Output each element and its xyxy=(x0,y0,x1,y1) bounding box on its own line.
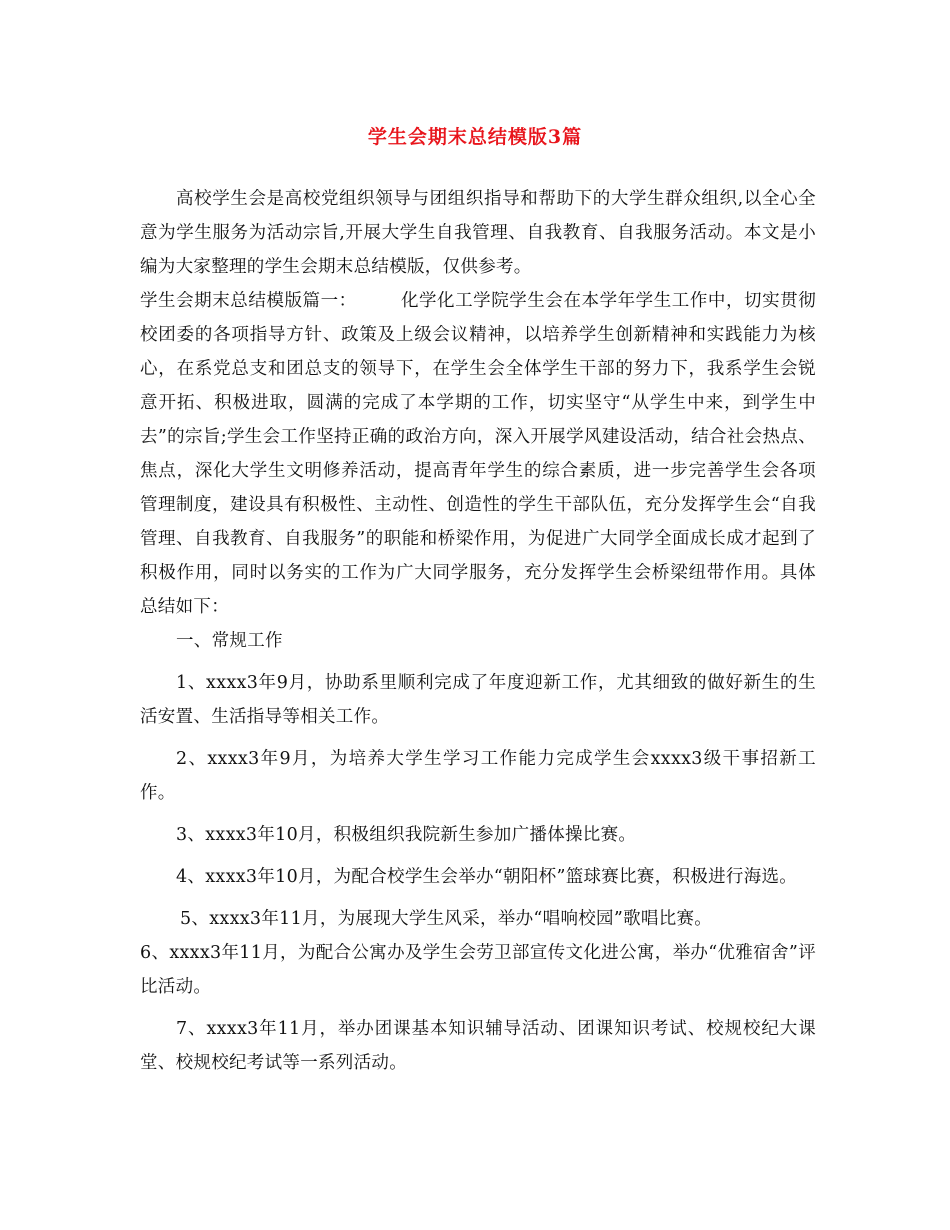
section1-heading: 一、常规工作 xyxy=(176,631,283,651)
list-item: 6、xxxx3年11月，为配合公寓办及学生会劳卫部宣传文化进公寓，举办“优雅宿舍”评比活动。 xyxy=(140,943,816,997)
intro-paragraph: 高校学生会是高校党组织领导与团组织指导和帮助下的大学生群众组织,以全心全意为学生服务为活动宗旨,开展大学生自我管理、自我教育、自我服务活动。本文是小编为大家整理的学生会期末总结模版，仅供参考。 xyxy=(140,189,816,277)
list-item: 3、xxxx3年10月，积极组织我院新生参加广播体操比赛。 xyxy=(176,825,637,845)
list-item: 5、xxxx3年11月，为展现大学生风采，举办“唱响校园”歌唱比赛。 xyxy=(180,909,713,929)
part1-heading: 学生会期末总结模版篇一： xyxy=(140,291,357,311)
list-item: 1、xxxx3年9月，协助系里顺利完成了年度迎新工作，尤其细致的做好新生的生活安置、生活指导等相关工作。 xyxy=(140,673,816,727)
part1-text: 化学化工学院学生会在本学年学生工作中，切实贯彻校团委的各项指导方针、政策及上级会议精神，以培养学生创新精神和实践能力为核心，在系党总支和团总支的领导下，在学生会全体学生干部的努力下，我系学生会锐意开拓、积极进取，圆满的完成了本学期的工作，切实坚守“从学生中来，到学生中去”的宗旨;学生会工作坚持正确的政治方向，深入开展学风建设活动，结合社会热点、焦点，深化大学生文明修养活动，提高青年学生的综合素质，进一步完善学生会各项管理制度，建设具有积极性、主动性、创造性的学生干部队伍，充分发挥学生会“自我管理、自我教育、自我服务”的职能和桥梁作用，为促进广大同学全面成长成才起到了积极作用，同时以务实的工作为广大同学服务，充分发挥学生会桥梁纽带作用。具体总结如下： xyxy=(140,291,816,617)
part1-paragraph xyxy=(140,284,816,624)
list-item: 7、xxxx3年11月，举办团课基本知识辅导活动、团课知识考试、校规校纪大课堂、校规校纪考试等一系列活动。 xyxy=(140,1019,816,1073)
document-title: 学生会期末总结模版3篇 xyxy=(367,126,583,148)
list-item: 2、xxxx3年9月，为培养大学生学习工作能力完成学生会xxxx3级干事招新工作。 xyxy=(140,749,816,803)
document-body xyxy=(140,182,816,1080)
list-item: 4、xxxx3年10月，为配合校学生会举办“朝阳杯”篮球赛比赛，积极进行海选。 xyxy=(176,867,798,887)
